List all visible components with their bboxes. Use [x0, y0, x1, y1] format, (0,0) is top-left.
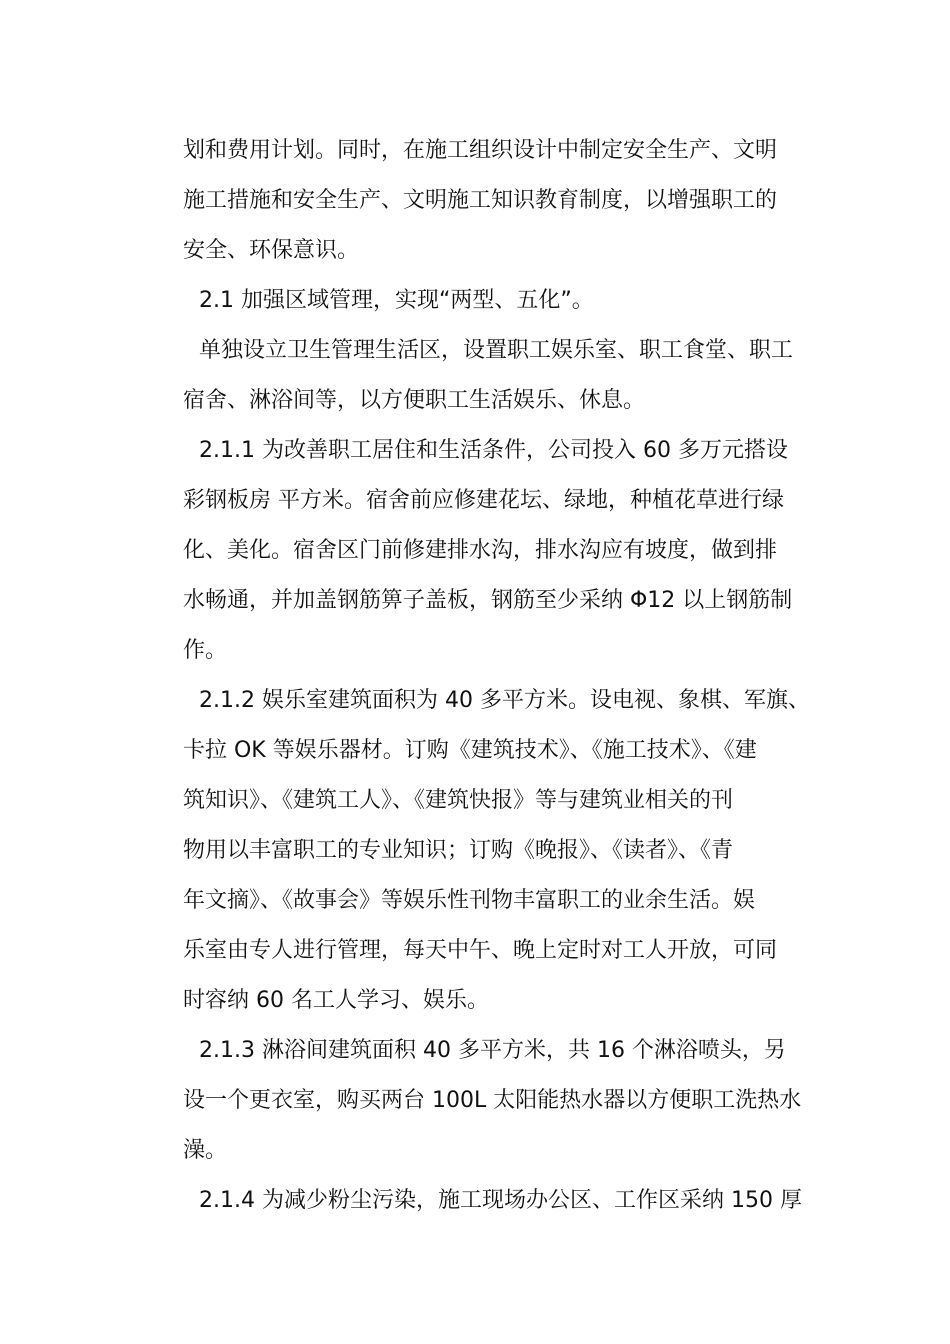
text-line: 施工措施和安全生产、文明施工知识教育制度，以增强职工的	[183, 188, 778, 213]
text-line: 卡拉 OK 等娱乐器材。订购《建筑技术》、《施工技术》、《建	[183, 738, 757, 763]
text-line: 安全、环保意识。	[183, 238, 360, 263]
text-line: 澡。	[183, 1138, 228, 1163]
text-line: 划和费用计划。同时，在施工组织设计中制定安全生产、文明	[183, 138, 778, 163]
text-line: 化、美化。宿舍区门前修建排水沟，排水沟应有坡度，做到排	[183, 538, 778, 563]
text-line: 年文摘》、《故事会》等娱乐性刊物丰富职工的业余生活。娱	[183, 888, 756, 913]
text-line: 乐室由专人进行管理，每天中午、晚上定时对工人开放，可同	[183, 938, 778, 963]
text-line: 设一个更衣室，购买两台 100L 太阳能热水器以方便职工洗热水	[183, 1088, 802, 1113]
section-heading-2-1: 2.1 加强区域管理，实现“两型、五化”。	[199, 288, 594, 313]
text-line: 单独设立卫生管理生活区，设置职工娱乐室、职工食堂、职工	[199, 338, 794, 363]
text-line: 彩钢板房 平方米。宿舍前应修建花坛、绿地，种植花草进行绿	[183, 488, 784, 513]
text-line: 物用以丰富职工的专业知识；订购《晚报》、《读者》、《青	[183, 838, 734, 863]
paragraph-2-1-3-start: 2.1.3 淋浴间建筑面积 40 多平方米，共 16 个淋浴喷头，另	[199, 1038, 786, 1063]
text-line: 作。	[183, 638, 228, 663]
text-line: 筑知识》、《建筑工人》、《建筑快报》等与建筑业相关的刊	[183, 788, 734, 813]
text-line: 宿舍、淋浴间等，以方便职工生活娱乐、休息。	[183, 388, 646, 413]
paragraph-2-1-1-start: 2.1.1 为改善职工居住和生活条件，公司投入 60 多万元搭设	[199, 438, 788, 463]
document-body	[183, 126, 823, 1226]
text-line: 水畅通，并加盖钢筋箅子盖板，钢筋至少采纳 Φ12 以上钢筋制	[183, 588, 793, 613]
paragraph-2-1-4-start: 2.1.4 为减少粉尘污染，施工现场办公区、工作区采纳 150 厚	[199, 1188, 802, 1213]
paragraph-2-1-2-start: 2.1.2 娱乐室建筑面积为 40 多平方米。设电视、象棋、军旗、	[199, 688, 810, 713]
text-line: 时容纳 60 名工人学习、娱乐。	[183, 988, 489, 1013]
